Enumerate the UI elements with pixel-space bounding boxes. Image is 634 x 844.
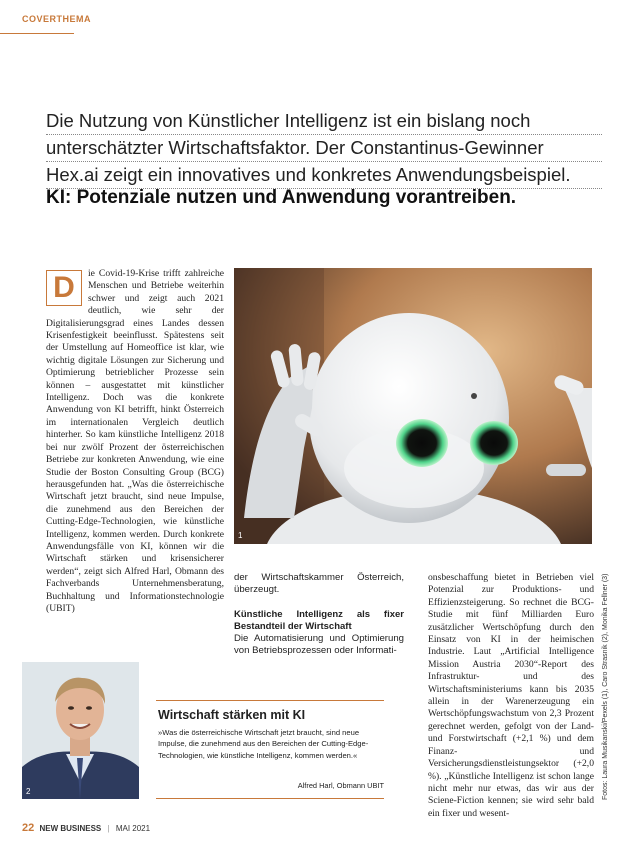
drop-cap: D	[46, 270, 82, 306]
section-divider	[0, 33, 74, 34]
quote-box-bottom-rule	[156, 798, 384, 799]
lead-line: Hex.ai zeigt ein innovatives und konkretes Anwendungsbeispiel.	[46, 162, 602, 189]
lead-line: unterschätzter Wirtschaftsfaktor. Der Constantinus-Gewinner	[46, 135, 602, 162]
article-column-3: onsbeschaffung bietet in Betrieben viel Potenzial zur Produktions- und Effizienzsteigerung. So rechnet die BCG-Studie mit fünf Milliarden Euro zusätzlicher Wertschöpfung durch den Einsatz von KI in der heimischen Industrie. Laut „Artificial Intelligence Mission Austria 2030“-Report des Infrastruktur- und des Wirtschaftsministeriums kann bis 2035 allein in der Warenerzeugung ein Wertschöpfungswachstum von 2,3 Prozent gerechnet werden, gefolgt von der Land- und Forstwirtschaft (+2,1 %) und dem Finanz- und Versicherungsdienstleistungsektor (+2,0 %). „Künstliche Intelligenz ist schon lange nicht mehr nur etwas, das wir aus der Sciene-Fiction kennen; sie wird sehr bald ein fixer und wesent-	[428, 572, 594, 819]
column-2-text: Die Automatisierung und Optimierung von Betriebsprozessen oder Informati-	[234, 632, 404, 657]
section-label: COVERTHEMA	[22, 14, 92, 24]
article-headline: KI: Potenziale nutzen und Anwendung vorantreiben.	[46, 187, 517, 208]
photo-number: 2	[26, 787, 31, 796]
quote-box-title: Wirtschaft stärken mit KI	[158, 708, 306, 722]
article-subheading: Künstliche Intelligenz als fixer Bestandteil der Wirtschaft	[234, 608, 404, 632]
portrait-illustration	[22, 662, 139, 799]
article-column-2	[234, 572, 404, 658]
portrait-photo	[22, 662, 139, 799]
page-number: 22	[22, 822, 35, 834]
lead-line: Die Nutzung von Künstlicher Intelligenz ist ein bislang noch	[46, 108, 602, 135]
magazine-name: NEW BUSINESS	[39, 824, 102, 833]
photo-credits-text: Fotos: Laura Musikanski/Pexels (1), Caro Strasnik (2), Monika Fellner (3)	[602, 573, 609, 800]
quote-author: Alfred Harl, Obmann UBIT	[297, 781, 384, 790]
page-footer	[22, 822, 150, 834]
robot-illustration	[234, 268, 592, 544]
article-column-1	[46, 268, 224, 615]
column-2-intro: der Wirtschaftskammer Österreich, überzeugt.	[234, 572, 404, 596]
photo-credits	[602, 560, 618, 800]
lead-paragraph	[46, 108, 602, 189]
photo-number: 1	[238, 531, 243, 540]
robot-photo	[234, 268, 592, 544]
footer-separator: |	[107, 824, 110, 833]
quote-box-top-rule	[156, 700, 384, 701]
issue-date: MAI 2021	[115, 824, 151, 833]
quote-text: »Was die österreichische Wirtschaft jetzt braucht, sind neue Impulse, die zunehmend aus den Bereichen der Cutting-Edge-Technologien, wie künstliche Intelligenz, kommen werden.«	[158, 728, 369, 760]
column-1-text: ie Covid-19-Krise trifft zahlreiche Menschen und Betriebe weiterhin schwer und zeigt auch 2021 deutlich, wie sehr der Digitalisierungsgrad eines Landes dessen Krisenfestigkeit beeinflusst. Spätestens seit der Umstellung auf Homeoffice ist klar, wie wichtig digitale Lösungen zur Sicherung und Optimierung betrieblicher Prozesse sein können – ausgestattet mit künstlicher Intelligenz. Doch was die konkrete Anwendung von KI betrifft, hinkt Österreich im internationalen Vergleich deutlich hinterher. So kam künstliche Intelligenz 2018 bei nur zwölf Prozent der österreichischen Betriebe zur konkreten Anwendung, wie eine Studie der Boston Consulting Group (BCG) herausgefunden hat. „Was die österreichische Wirtschaft jetzt braucht, sind neue Impulse, die zunehmend aus den Bereichen der Cutting-Edge-Technologien, wie künstliche Intelligenz, kommen werden. Durch konkrete Anwendungsfälle von KI, können wir die Wirtschaft stärken und krisensicherer werden“, zeigt sich Alfred Harl, Obmann des Fachverbands Unternehmensberatung, Buchhaltung und Informationstechnologie (UBIT)	[46, 268, 224, 614]
